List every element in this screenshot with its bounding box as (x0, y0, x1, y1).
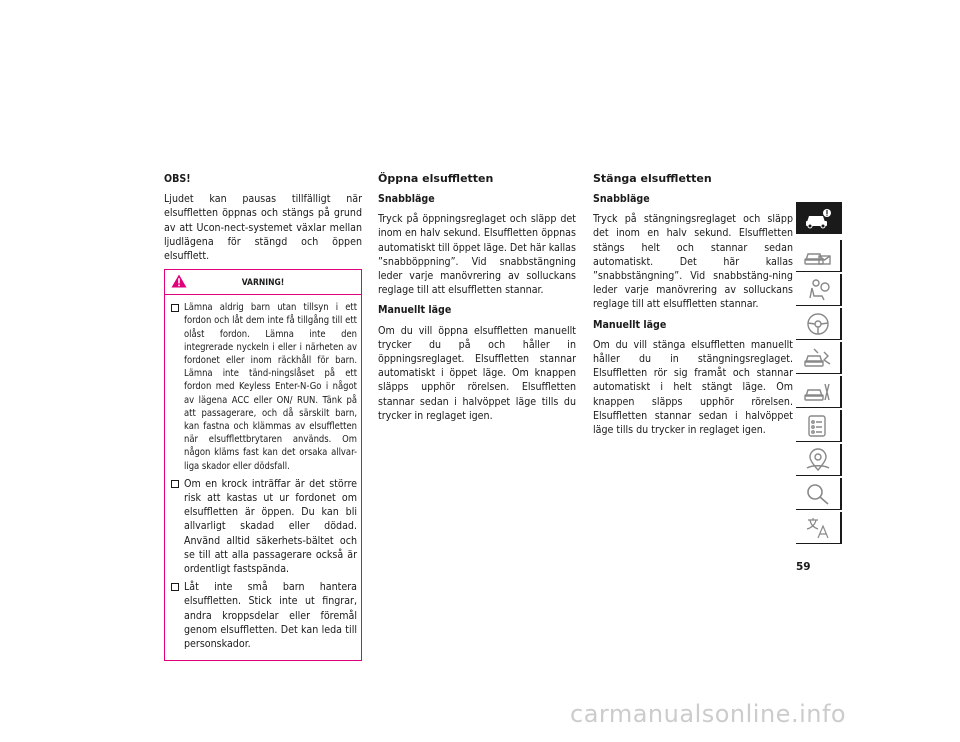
tab-car-message[interactable] (796, 240, 842, 272)
column-middle (378, 172, 576, 429)
subhead-manual-mode: Manuellt läge (593, 318, 667, 331)
paragraph-close-quick: Tryck på stängningsreglaget och släpp det inom en halv sekund. Elsuffletten stängs helt och stannar sedan automatiskt. Det här kallas ”snabbstängning”. Vid snabbstäng-ning leder varje manövrering av solluckans reglage till att elsuffletten stannar. (593, 213, 793, 311)
page-number: 59 (796, 561, 811, 573)
checklist-icon (804, 414, 832, 438)
subhead-quick-mode: Snabbläge (378, 193, 435, 205)
language-icon (804, 516, 832, 540)
car-message-icon (804, 244, 832, 268)
tab-car-info[interactable] (796, 202, 842, 234)
paragraph-close-manual: Om du vill stänga elsuffletten manuellt håller du in stängningsreglaget. Elsuffletten rör sig framåt och stannar automatiskt i helt stängt läge. Om knappen släpps upphör rörelsen. Elsuffletten stannar sedan i halvöppet läge tills du trycker in reglaget igen. (593, 338, 793, 437)
location-pin-icon (804, 448, 832, 472)
paragraph-open-manual: Om du vill öppna elsuffletten manuellt trycker du på och håller in öppningsreglaget. Elsuffletten stannar automatiskt i öppet läge. Om knappen släpps upphör rörelsen. Elsuffletten stannar sedan i halvöppet läge tills du trycker in reglaget igen. (378, 324, 576, 422)
magnifier-icon (804, 482, 832, 506)
section-title-close: Stänga elsuffletten (593, 172, 712, 185)
section-title-open: Öppna elsuffletten (378, 172, 494, 185)
tab-search[interactable] (796, 478, 842, 510)
tab-checklist[interactable] (796, 410, 842, 442)
warning-item: Om en krock inträffar är det större risk att kastas ut ur fordonet om elsuffletten är öppen. Du kan bli allvarligt skadad eller dödad. Använd alltid säkerhets-bältet och se till att alla passagerare också är ordentligt fastspända. (171, 477, 357, 576)
warning-box (164, 269, 362, 661)
warning-label: VARNING! (241, 278, 285, 289)
subhead-manual-mode: Manuellt läge (378, 304, 452, 317)
car-service-icon (804, 380, 832, 404)
tab-airbag-seat[interactable] (796, 274, 842, 306)
column-right (593, 172, 793, 443)
column-left (164, 172, 362, 661)
warning-list (165, 301, 361, 651)
steering-wheel-icon (804, 312, 832, 336)
warning-item: Låt inte små barn hantera elsuffletten. Stick inte ut fingrar, andra kroppsdelar eller föremål genom elsuffletten. Det kan leda till personskador. (171, 580, 357, 651)
tab-location[interactable] (796, 444, 842, 476)
warning-header (165, 270, 361, 295)
tab-language[interactable] (796, 512, 842, 544)
car-info-icon (804, 206, 832, 230)
note-text: Ljudet kan pausas tillfälligt när elsuffletten öppnas och stängs på grund av att Ucon-nect-systemet växlar mellan ljudlägena för stängd och öppen elsufflett. (164, 193, 362, 263)
tab-steering-wheel[interactable] (796, 308, 842, 340)
tab-car-crash[interactable] (796, 342, 842, 374)
paragraph-open-quick: Tryck på öppningsreglaget och släpp det inom en halv sekund. Elsuffletten öppnas automatiskt till öppet läge. Det här kallas ”snabböppning”. Vid snabbstängning leder varje manövrering av solluckans reglage till att elsuffletten stannar. (378, 213, 576, 297)
subhead-quick-mode: Snabbläge (593, 193, 650, 205)
watermark: carmanualsonline.info (570, 700, 847, 728)
airbag-seat-icon (804, 278, 832, 302)
tab-car-service[interactable] (796, 376, 842, 408)
car-crash-icon (804, 346, 832, 370)
warning-item: Lämna aldrig barn utan tillsyn i ett fordon och låt dem inte få tillgång till ett olåst fordon. Lämna inte den integrerade nyckeln i eller i närheten av fordonet eller inom räckhåll för barn. Lämna inte tänd-ningslåset på ett fordon med Keyless Enter-N-Go i något av lägena ACC eller ON/ RUN. Tänk på att passagerare, och då särskilt barn, kan fastna och klämmas av elsuffletten när elsufflettbrytaren används. Om någon kläms fast kan det orsaka allvar-liga skador eller dödsfall. (171, 301, 357, 473)
note-title: OBS! (164, 173, 191, 185)
